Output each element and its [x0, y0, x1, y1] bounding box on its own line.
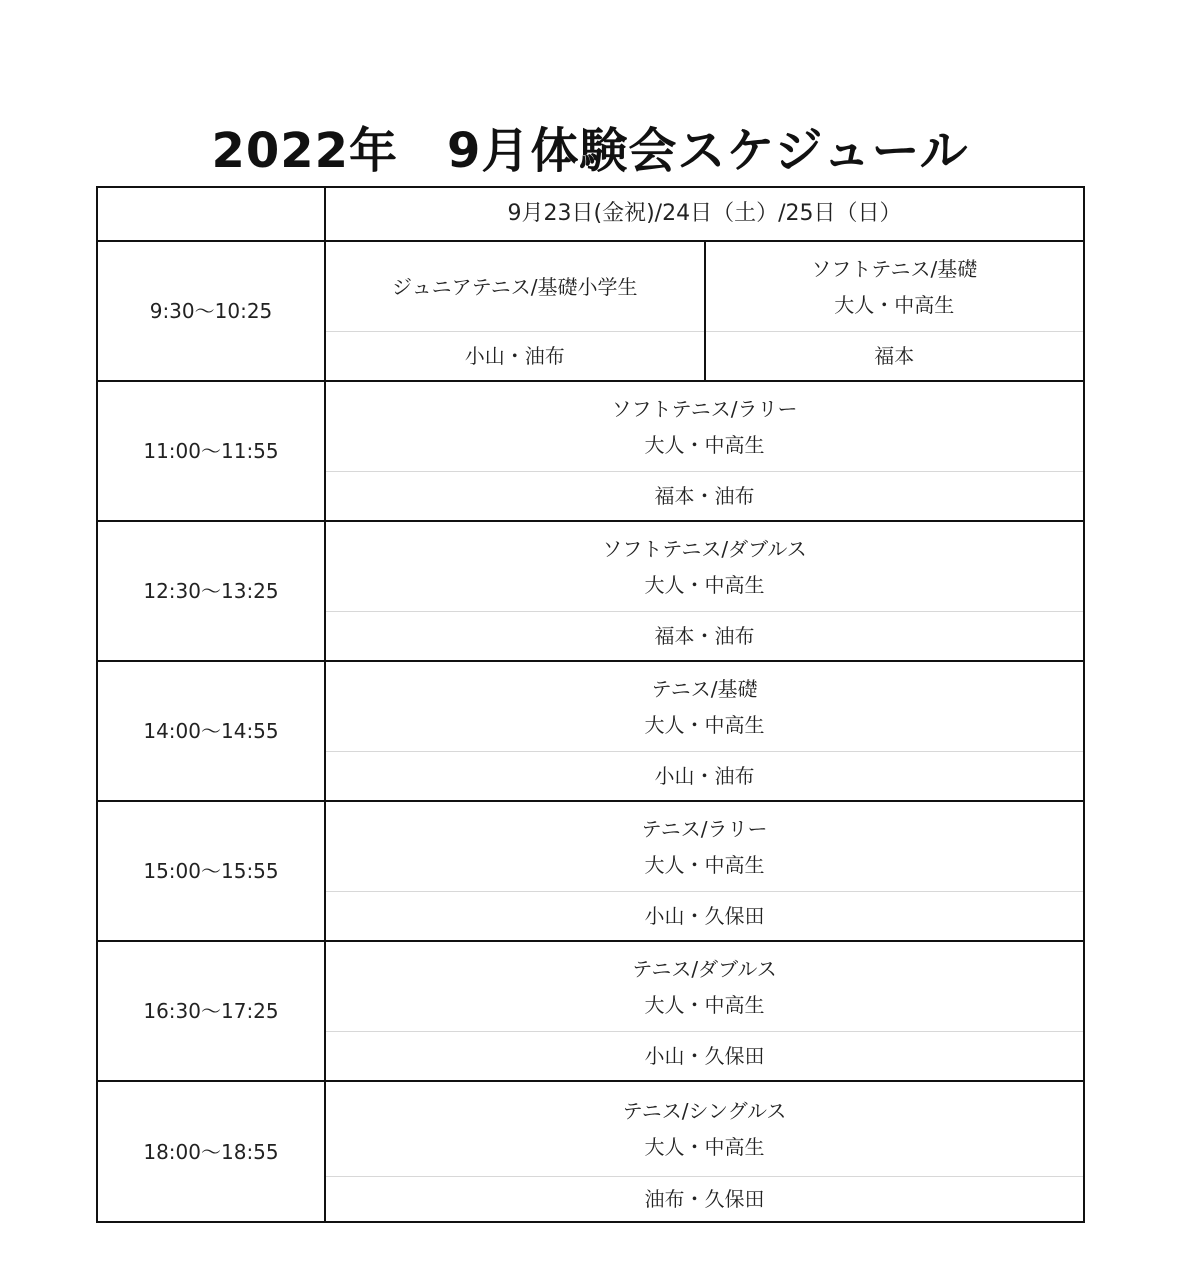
page-title: 2022年 9月体験会スケジュール — [211, 123, 969, 179]
schedule-row — [97, 381, 1084, 472]
coach-cell-junior: 小山・油布 — [325, 332, 705, 382]
schedule-row — [97, 941, 1084, 1032]
class-cell-junior — [325, 241, 705, 332]
class-target: 大人・中高生 — [644, 712, 765, 737]
class-cell-soft — [705, 241, 1085, 332]
schedule-row — [97, 521, 1084, 612]
coach-cell: 福本・油布 — [325, 472, 1084, 522]
class-cell — [325, 801, 1084, 892]
class-name: テニス/ラリー — [641, 816, 768, 841]
class-target: 大人・中高生 — [644, 1135, 765, 1159]
class-target: 大人・中高生 — [644, 852, 765, 877]
class-cell — [325, 661, 1084, 752]
coach-cell: 小山・久保田 — [325, 892, 1084, 942]
class-target: 大人・中高生 — [644, 572, 765, 597]
class-target: 大人・中高生 — [644, 432, 765, 457]
time-cell: 14:00〜14:55 — [97, 661, 325, 801]
time-cell: 18:00〜18:55 — [97, 1081, 325, 1222]
coach-cell: 福本・油布 — [325, 612, 1084, 662]
schedule-row — [97, 661, 1084, 752]
coach-cell: 小山・久保田 — [325, 1032, 1084, 1082]
time-cell: 9:30〜10:25 — [97, 241, 325, 381]
class-target: 大人・中高生 — [834, 292, 955, 317]
time-cell: 11:00〜11:55 — [97, 381, 325, 521]
class-cell — [325, 1081, 1084, 1177]
coach-cell: 小山・油布 — [325, 752, 1084, 802]
schedule-row — [97, 1081, 1084, 1177]
class-name: ソフトテニス/基礎 — [811, 256, 978, 281]
date-header-cell: 9月23日(金祝)/24日（土）/25日（日） — [325, 187, 1084, 241]
corner-cell — [97, 187, 325, 241]
schedule-table — [96, 186, 1085, 1223]
class-name: ソフトテニス/ダブルス — [602, 536, 807, 561]
schedule-row — [97, 241, 1084, 332]
time-cell: 12:30〜13:25 — [97, 521, 325, 661]
class-cell — [325, 521, 1084, 612]
coach-cell-soft: 福本 — [705, 332, 1085, 382]
class-name: ソフトテニス/ラリー — [611, 396, 798, 421]
class-name: テニス/ダブルス — [632, 956, 777, 981]
class-name: テニス/シングルス — [622, 1099, 787, 1123]
schedule-row — [97, 801, 1084, 892]
time-cell: 16:30〜17:25 — [97, 941, 325, 1081]
coach-cell: 油布・久保田 — [325, 1177, 1084, 1223]
class-name: テニス/基礎 — [651, 676, 758, 701]
class-target: 大人・中高生 — [644, 992, 765, 1017]
time-cell: 15:00〜15:55 — [97, 801, 325, 941]
date-header-row — [97, 187, 1084, 241]
class-cell — [325, 941, 1084, 1032]
class-name: ジュニアテニス/基礎小学生 — [391, 274, 638, 299]
class-cell — [325, 381, 1084, 472]
